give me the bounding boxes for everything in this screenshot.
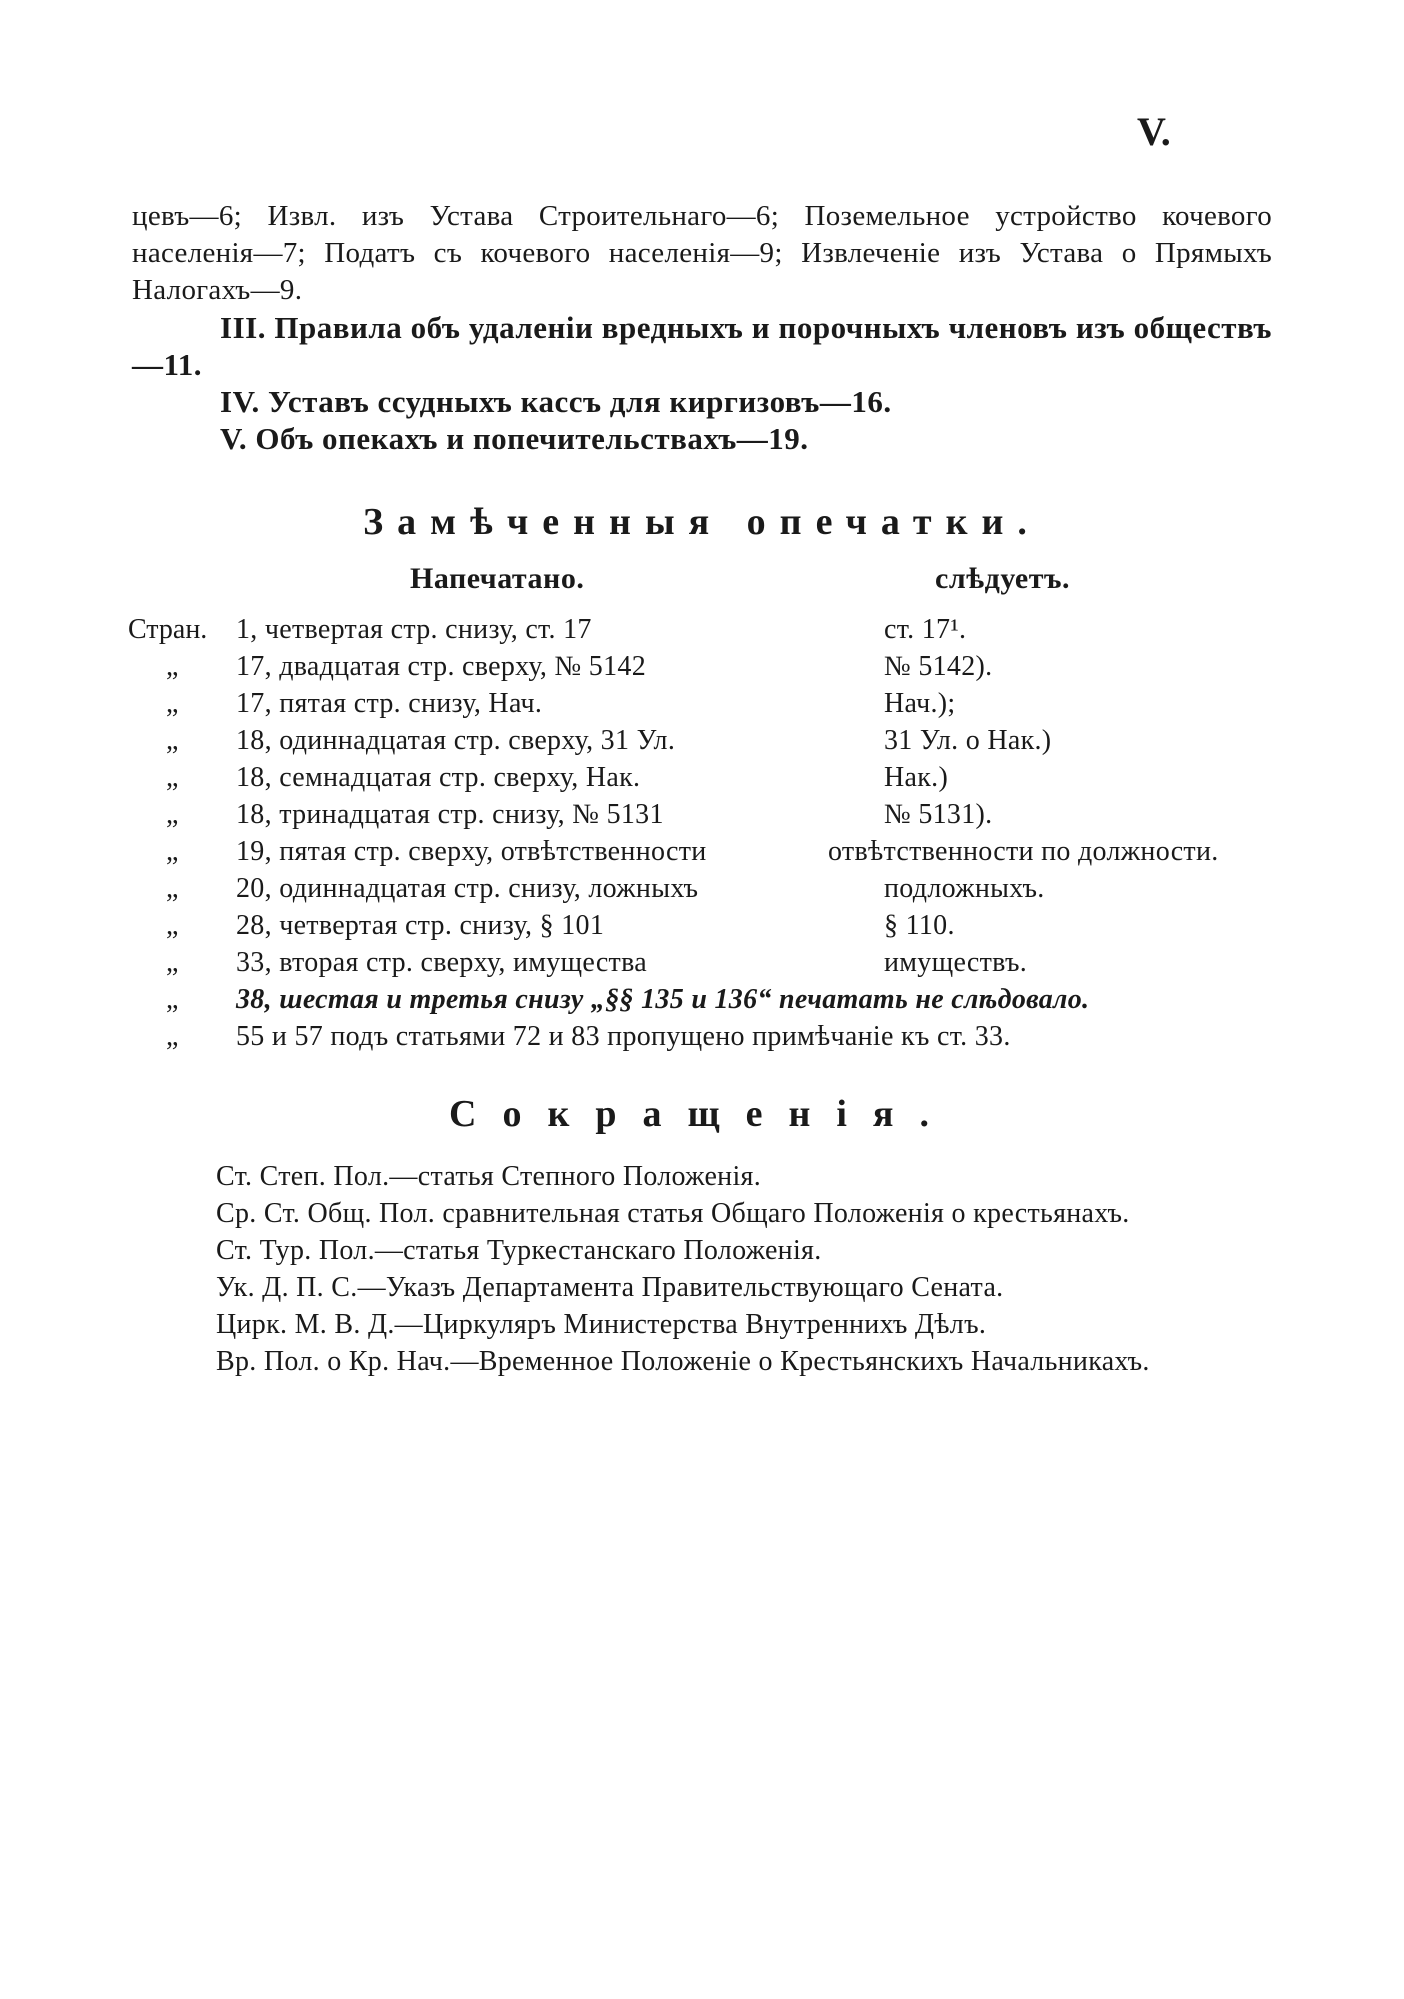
errata-row <box>128 688 1288 725</box>
errata-printed: 19, пятая стр. сверху, отвѣтственности <box>236 836 707 867</box>
errata-printed: 17, двадцатая стр. сверху, № 5142 <box>236 651 647 682</box>
table-of-contents <box>132 198 1272 457</box>
errata-row <box>128 873 1288 910</box>
toc-item: V. Объ опекахъ и попечительствахъ—19. <box>220 421 809 456</box>
errata-prefix: „ <box>166 725 179 756</box>
errata-row <box>128 762 1288 799</box>
abbreviation-item: Ук. Д. П. С.—Указъ Департамента Правительствующаго Сената. <box>216 1272 1004 1303</box>
abbreviations-title: Сокращенія. <box>449 1093 955 1135</box>
errata-should: Нак.) <box>884 762 949 793</box>
errata-should: № 5131). <box>884 799 993 830</box>
errata-should: Нач.); <box>884 688 956 719</box>
errata-prefix: „ <box>166 688 179 719</box>
errata-row <box>128 947 1288 984</box>
page-number: V. <box>1137 109 1171 154</box>
errata-should: отвѣтственности по должности. <box>828 836 1219 867</box>
errata-should: 31 Ул. о Нак.) <box>884 725 1052 756</box>
abbreviation-item: Ст. Степ. Пол.—статья Степного Положенія. <box>216 1161 762 1192</box>
abbreviations-list <box>216 1158 1316 1380</box>
errata-row <box>128 984 1288 1021</box>
abbreviation-item: Ст. Тур. Пол.—статья Туркестанскаго Положенія. <box>216 1235 822 1266</box>
errata-prefix: „ <box>166 947 179 978</box>
errata-col-printed: Напечатано. <box>410 562 585 595</box>
errata-should: § 110. <box>884 910 955 941</box>
errata-prefix: „ <box>166 762 179 793</box>
errata-prefix: „ <box>166 910 179 941</box>
errata-prefix: „ <box>166 1021 179 1052</box>
errata-note: 38, шестая и третья снизу „§§ 135 и 136“ печатать не слѣдовало. <box>236 984 1090 1015</box>
errata-note: 55 и 57 подъ статьями 72 и 83 пропущено примѣчаніе къ ст. 33. <box>236 1021 1011 1052</box>
errata-row <box>128 614 1288 651</box>
errata-should: имуществъ. <box>884 947 1028 978</box>
toc-item: III. Правила объ удаленіи вредныхъ и порочныхъ членовъ изъ обществъ—11. <box>132 310 1272 382</box>
abbreviation-item: Ср. Ст. Общ. Пол. сравнительная статья Общаго Положенія о крестьянахъ. <box>216 1198 1130 1229</box>
errata-list <box>128 614 1288 1058</box>
errata-row <box>128 1021 1288 1058</box>
errata-printed: 17, пятая стр. снизу, Нач. <box>236 688 543 719</box>
errata-title: Замѣченныя опечатки. <box>363 501 1041 543</box>
errata-prefix: „ <box>166 984 179 1015</box>
errata-row <box>128 651 1288 688</box>
errata-printed: 20, одиннадцатая стр. снизу, ложныхъ <box>236 873 699 904</box>
errata-printed: 28, четвертая стр. снизу, § 101 <box>236 910 605 941</box>
errata-printed: 33, вторая стр. сверху, имущества <box>236 947 647 978</box>
errata-prefix: „ <box>166 873 179 904</box>
errata-should: подложныхъ. <box>884 873 1045 904</box>
errata-row <box>128 725 1288 762</box>
errata-prefix: Стран. <box>128 614 208 645</box>
errata-should: № 5142). <box>884 651 993 682</box>
errata-row <box>128 799 1288 836</box>
errata-should: ст. 17¹. <box>884 614 967 645</box>
errata-printed: 1, четвертая стр. снизу, ст. 17 <box>236 614 592 645</box>
abbreviation-item: Вр. Пол. о Кр. Нач.—Временное Положеніе о Крестьянскихъ Начальникахъ. <box>216 1346 1150 1377</box>
toc-item: IV. Уставъ ссудныхъ кассъ для киргизовъ—16. <box>220 384 892 419</box>
errata-row <box>128 910 1288 947</box>
errata-row <box>128 836 1288 873</box>
errata-printed: 18, тринадцатая стр. снизу, № 5131 <box>236 799 664 830</box>
toc-continuation: цевъ—6; Извл. изъ Устава Строительнаго—6; Поземельное устройство кочевого населенія—7; Податъ съ кочевого населенія—9; Извлеченіе изъ Устава о Прямыхъ Налогахъ—9. <box>132 200 1272 306</box>
errata-printed: 18, семнадцатая стр. сверху, Нак. <box>236 762 641 793</box>
errata-prefix: „ <box>166 651 179 682</box>
errata-prefix: „ <box>166 836 179 867</box>
errata-printed: 18, одиннадцатая стр. сверху, 31 Ул. <box>236 725 676 756</box>
errata-prefix: „ <box>166 799 179 830</box>
abbreviation-item: Цирк. М. В. Д.—Циркуляръ Министерства Внутреннихъ Дѣлъ. <box>216 1309 987 1340</box>
errata-col-should: слѣдуетъ. <box>935 562 1070 595</box>
